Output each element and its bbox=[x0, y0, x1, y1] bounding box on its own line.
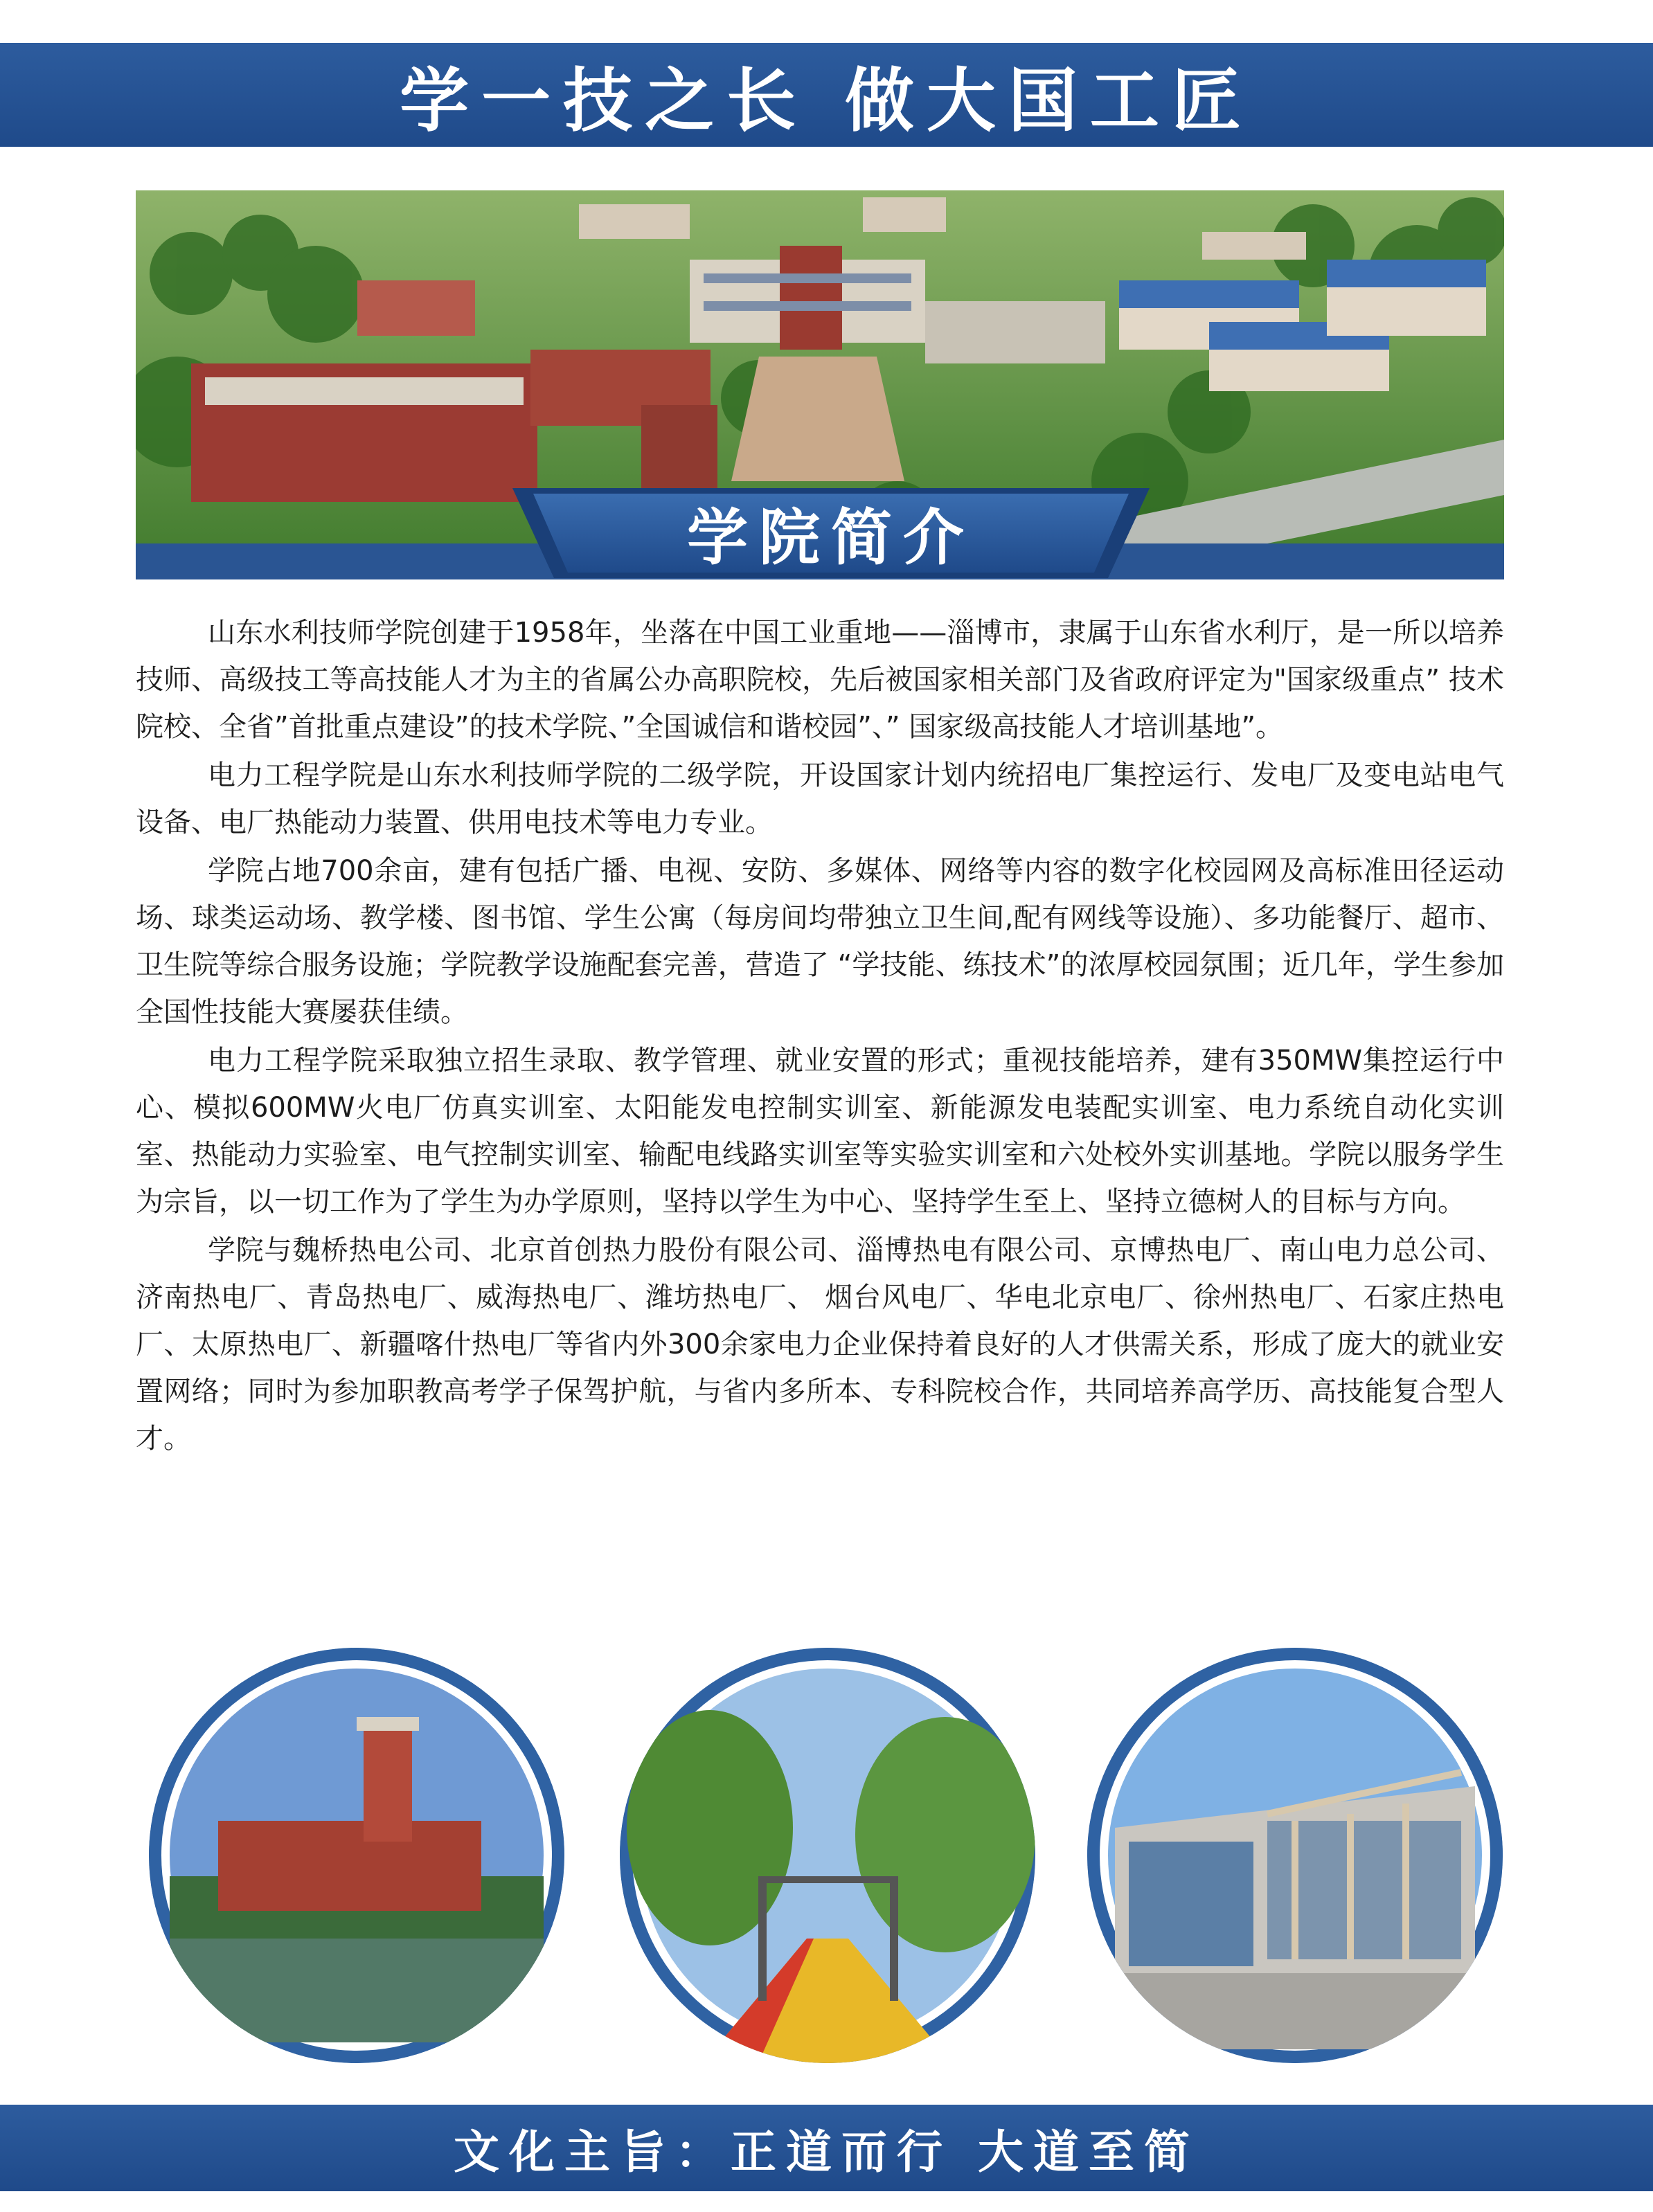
photo-gallery bbox=[0, 1634, 1653, 2091]
paragraph-campus: 学院占地700余亩，建有包括广播、电视、安防、多媒体、网络等内容的数字化校园网及高标准田径运动场、球类运动场、教学楼、图书馆、学生公寓（每房间均带独立卫生间,配有网线等设施）、多功能餐厅、超市、卫生院等综合服务设施；学院教学设施配套完善，营造了 “学技能、练技术”的浓厚校园氛围；近几年，学生参加全国性技能大赛屡获佳绩。 bbox=[136, 855, 1504, 1028]
photo-tower-building bbox=[149, 1648, 564, 2063]
paragraph-majors: 电力工程学院是山东水利技师学院的二级学院，开设国家计划内统招电厂集控运行、发电厂及变电站电气设备、电厂热能动力装置、供用电技术等电力专业。 bbox=[136, 759, 1504, 838]
intro-article bbox=[136, 609, 1504, 1592]
page-title: 学一技之长 做大国工匠 bbox=[400, 60, 1253, 141]
motto-text: 文化主旨：正道而行 大道至简 bbox=[454, 2125, 1199, 2179]
photo-walkway-arches bbox=[620, 1648, 1035, 2063]
photo-glass-building bbox=[1087, 1648, 1503, 2063]
section-title-tab bbox=[512, 488, 1150, 578]
section-title: 学院简介 bbox=[686, 502, 975, 573]
top-banner bbox=[0, 43, 1653, 147]
paragraph-training: 电力工程学院采取独立招生录取、教学管理、就业安置的形式；重视技能培养，建有350MW集控运行中心、模拟600MW火电厂仿真实训室、太阳能发电控制实训室、新能源发电装配实训室、电力系统自动化实训室、热能动力实验室、电气控制实训室、输配电线路实训室等实验实训室和六处校外实训基地。学院以服务学生为宗旨，以一切工作为了学生为办学原则，坚持以学生为中心、坚持学生至上、坚持立德树人的目标与方向。 bbox=[136, 1045, 1504, 1218]
paragraph-history: 山东水利技师学院创建于1958年，坐落在中国工业重地——淄博市，隶属于山东省水利厅，是一所以培养技师、高级技工等高技能人才为主的省属公办高职院校，先后被国家相关部门及省政府评定为"国家级重点” 技术院校、全省”首批重点建设”的技术学院、”全国诚信和谐校园”、” 国家级高技能人才培训基地”。 bbox=[136, 617, 1504, 743]
paragraph-employment: 学院与魏桥热电公司、北京首创热力股份有限公司、淄博热电有限公司、京博热电厂、南山电力总公司、济南热电厂、青岛热电厂、威海热电厂、潍坊热电厂、 烟台风电厂、华电北京电厂、徐州热电厂、石家庄热电厂、太原热电厂、新疆喀什热电厂等省内外300余家电力企业保持着良好的人才供需关系，形成了庞大的就业安置网络；同时为参加职教高考学子保驾护航，与省内多所本、专科院校合作，共同培养高学历、高技能复合型人才。 bbox=[136, 1234, 1504, 1455]
bottom-banner bbox=[0, 2105, 1653, 2191]
